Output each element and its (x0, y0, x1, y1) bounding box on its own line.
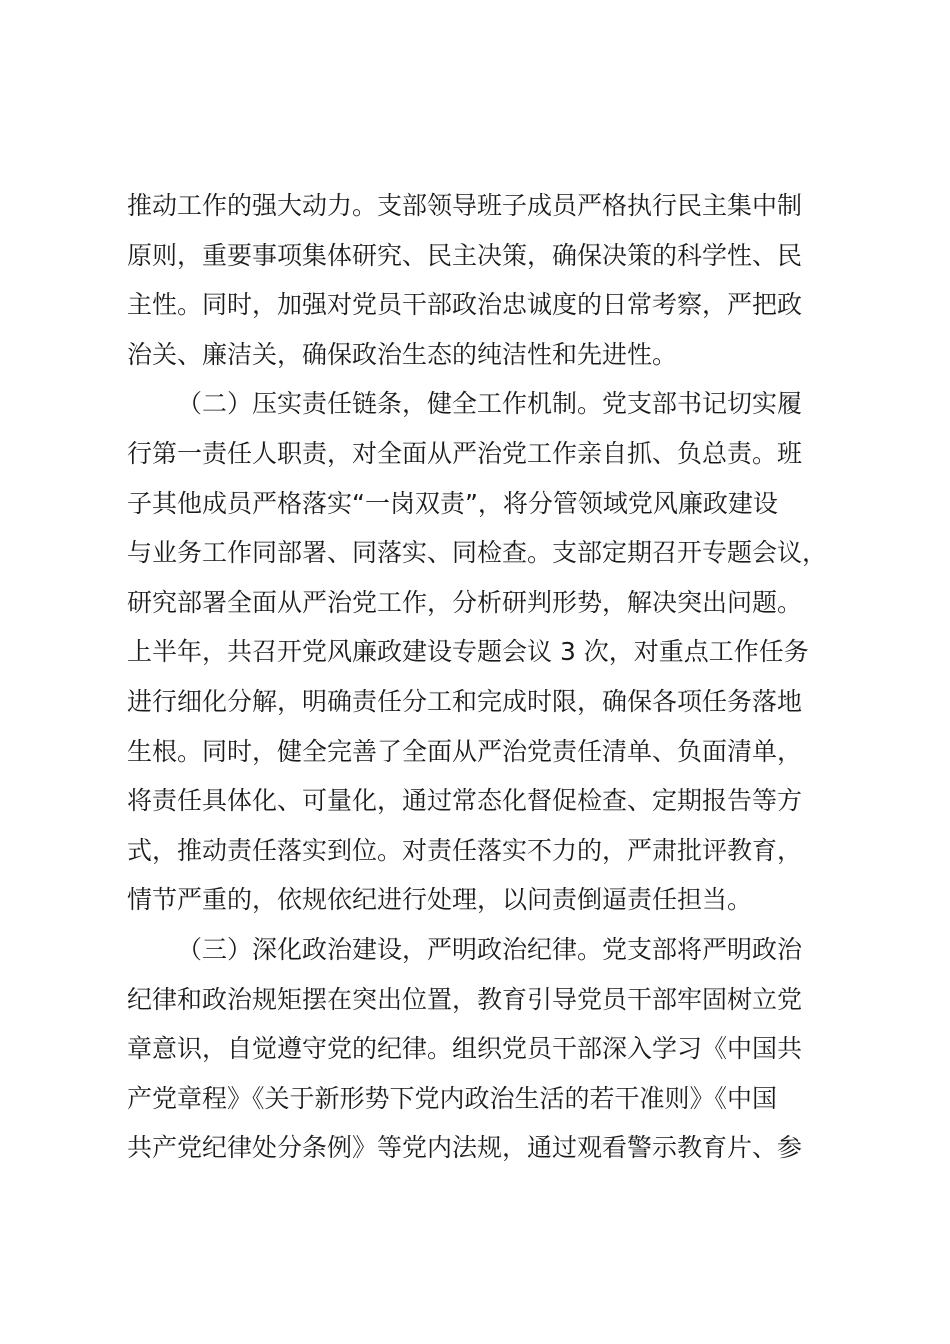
text-line: 进行细化分解，明确责任分工和完成时限，确保各项任务落地 (127, 686, 803, 716)
text-line: 上半年，共召开党风廉政建设专题会议 3 次，对重点工作任务 (127, 637, 809, 667)
text-line: 将责任具体化、可量化，通过常态化督促检查、定期报告等方 (127, 786, 803, 816)
document-body (127, 181, 847, 1173)
text-line: 情节严重的，依规依纪进行处理，以问责倒逼责任担当。 (127, 885, 753, 915)
text-line: 子其他成员严格落实“一岗双责”，将分管领域党风廉政建设 (127, 488, 778, 518)
text-line: 研究部署全面从严治党工作，分析研判形势，解决突出问题。 (127, 587, 803, 617)
text-line: 纪律和政治规矩摆在突出位置，教育引导党员干部牢固树立党 (127, 984, 803, 1014)
text-line: 行第一责任人职责，对全面从严治党工作亲自抓、负总责。班 (127, 438, 803, 468)
text-line: 治关、廉洁关，确保政治生态的纯洁性和先进性。 (127, 339, 678, 369)
text-line: 主性。同时，加强对党员干部政治忠诚度的日常考察，严把政 (127, 290, 803, 320)
text-line: 推动工作的强大动力。支部领导班子成员严格执行民主集中制 (127, 191, 803, 220)
text-line: 式，推动责任落实到位。对责任落实不力的，严肃批评教育， (127, 835, 803, 865)
paragraph-start-line: （三）深化政治建设，严明政治纪律。党支部将严明政治 (177, 934, 803, 964)
text-line: 共产党纪律处分条例》等党内法规，通过观看警示教育片、参 (127, 1133, 803, 1163)
text-line: 产党章程》《关于新形势下党内政治生活的若干准则》《中国 (127, 1083, 778, 1113)
text-line: 章意识，自觉遵守党的纪律。组织党员干部深入学习《中国共 (127, 1034, 803, 1064)
text-line: 生根。同时，健全完善了全面从严治党责任清单、负面清单， (127, 736, 803, 766)
text-line: 原则，重要事项集体研究、民主决策，确保决策的科学性、民 (127, 240, 803, 270)
paragraph-start-line: （二）压实责任链条，健全工作机制。党支部书记切实履 (177, 389, 803, 419)
text-line: 与业务工作同部署、同落实、同检查。支部定期召开专题会议， (127, 538, 828, 568)
